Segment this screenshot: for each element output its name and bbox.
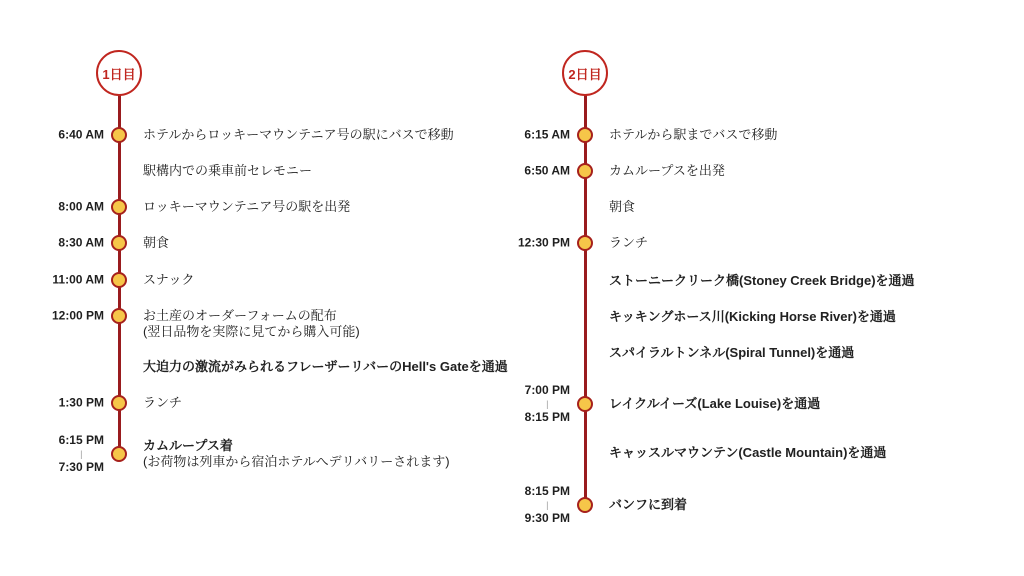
event-line: レイクルイーズ(Lake Louise)を通過 [609,396,821,411]
event-line: 大迫力の激流がみられるフレーザーリバーのHell's Gateを通過 [143,359,508,374]
time-label: 7:30 PM [58,460,104,474]
event-text [143,199,350,215]
event-line: スパイラルトンネル(Spiral Tunnel)を通過 [609,345,855,360]
event-line: カムループス着 [143,438,233,453]
event-time [58,200,104,215]
event-line: (お荷物は列車から宿泊ホテルへデリバリーされます) [143,454,450,469]
time-label: 12:30 PM [517,235,570,250]
event-time [525,484,570,526]
event-text [143,272,194,288]
event-text [609,396,820,412]
time-label: 8:15 PM [524,484,570,498]
event-time [58,236,104,251]
day-2-label: 2日目 [568,66,602,82]
time-label: 9:30 PM [524,511,570,525]
event-time [52,309,104,324]
event-line: (翌日品物を実際に見てから購入可能) [143,324,360,339]
event-line: 朝食 [609,199,636,214]
time-label: 6:40 AM [58,127,104,142]
event-line: キャッスルマウンテン(Castle Mountain)を通過 [609,445,887,460]
event-text [143,359,508,375]
timeline-node [577,497,593,513]
time-separator: | [546,500,549,510]
timeline-node [111,127,127,143]
event-line: 駅構内での乗車前セレモニー [143,163,313,178]
time-label: 6:15 AM [524,127,570,142]
time-label: 7:00 PM [524,383,570,397]
timeline-node [577,396,593,412]
event-text [143,163,312,179]
time-label: 11:00 AM [52,272,104,287]
day-1-label: 1日目 [102,66,136,82]
time-label: 12:00 PM [51,308,104,323]
timeline-node [111,395,127,411]
event-line: キッキングホース川(Kicking Horse River)を通過 [609,309,896,324]
event-text [609,273,915,289]
event-line: ホテルから駅までバスで移動 [609,127,778,142]
event-line: カムループスを出発 [609,163,725,178]
event-text [609,345,854,361]
timeline-node [577,127,593,143]
event-text [143,127,454,143]
timeline-node [577,163,593,179]
event-time [518,236,570,251]
day-1-badge [96,50,142,96]
time-label: 8:00 AM [58,199,104,214]
event-text [609,199,635,215]
event-text [609,235,648,251]
event-text [143,235,169,251]
timeline-node [111,235,127,251]
event-time [59,433,104,475]
event-time [52,273,104,288]
event-text [609,497,687,513]
event-line: バンフに到着 [609,497,688,512]
event-line: 朝食 [143,235,170,250]
event-line: ストーニークリーク橋(Stoney Creek Bridge)を通過 [609,273,915,288]
time-label: 8:30 AM [58,235,104,250]
event-time [524,128,570,143]
event-time [58,128,104,143]
event-text [143,308,360,340]
event-text [609,445,886,461]
time-label: 6:50 AM [524,163,570,178]
time-separator: | [80,449,83,459]
timeline-node [111,272,127,288]
event-line: お土産のオーダーフォームの配布 [143,308,337,323]
day-2-badge [562,50,608,96]
event-line: スナック [143,272,195,287]
event-time [524,164,570,179]
timeline-node [111,446,127,462]
event-time [59,396,104,411]
event-time [525,383,570,425]
timeline-node [111,308,127,324]
day-2-timeline-line [584,95,587,505]
timeline-node [577,235,593,251]
time-label: 8:15 PM [524,410,570,424]
event-line: ロッキーマウンテニア号の駅を出発 [143,199,351,214]
event-text [609,127,777,143]
time-label: 6:15 PM [58,433,104,447]
timeline-node [111,199,127,215]
event-line: ランチ [143,395,183,410]
event-text [609,309,896,325]
event-text [143,395,182,411]
time-label: 1:30 PM [58,395,104,410]
time-separator: | [546,399,549,409]
event-text [143,438,450,470]
event-text [609,163,725,179]
event-line: ランチ [609,235,649,250]
event-line: ホテルからロッキーマウンテニア号の駅にバスで移動 [143,127,454,142]
